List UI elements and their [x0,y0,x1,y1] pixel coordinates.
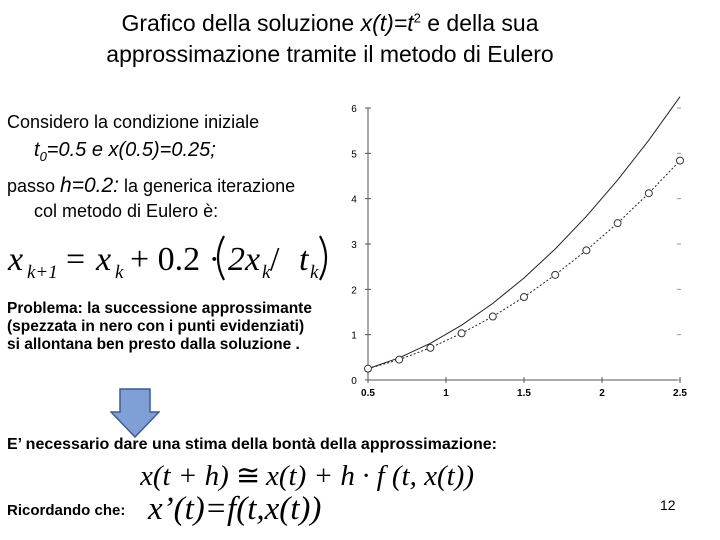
solution-chart [340,92,710,412]
formula-numerator-sub: k [262,262,271,283]
formula-denominator: t [299,241,309,278]
x-tick-label: 1 [443,388,449,399]
initial-condition-values [34,139,216,164]
euler-point [396,356,403,363]
euler-point [427,344,434,351]
problem-statement: Problema: la successione approssimante (spezzata in nero con i punti evidenziati) si allontana ben presto dalla soluzione . [7,300,312,353]
y-tick-label: 2 [351,285,357,297]
formula-x: x [96,241,112,278]
approx-rhs: x(t) + h · f (t, x(t)) [266,460,474,492]
euler-point [489,313,496,320]
euler-point [521,294,528,301]
euler-point [645,190,652,197]
step-text-end: la generica iterazione [119,176,296,196]
y-tick-label: 0 [351,376,357,387]
slide-title [30,8,630,70]
euler-point [614,220,621,227]
y-tick-label: 4 [351,194,357,206]
x-tick-label: 2 [599,388,605,399]
taylor-approximation-formula [140,456,500,494]
x-tick-label: 0.5 [361,388,375,399]
step-text: passo [7,176,61,196]
x-tick-label: 2.5 [673,388,687,399]
title-function: x(t)=t [360,10,414,36]
y-tick-label: 3 [351,240,357,251]
formula-lhs-sub: k+1 [27,262,58,283]
y-tick-label: 1 [351,330,357,342]
euler-approximation-line [368,161,680,369]
page-number: 12 [660,497,676,513]
step-label [7,174,295,198]
exact-solution-line [368,97,680,369]
step-value: h=0.2: [60,174,120,197]
derivative-formula: x’(t)=f(t,x(t)) [148,491,322,527]
recall-label: Ricordando che: [7,502,126,519]
t0-symbol: t [34,139,40,161]
euler-point [365,365,372,372]
title-exponent: 2 [413,10,421,26]
euler-point [552,271,559,278]
t0-values: =0.5 e x(0.5)=0.25; [46,139,216,161]
title-line-2: approssimazione tramite il metodo di Eulero [106,41,554,67]
down-arrow-icon [110,388,160,438]
euler-method-label: col metodo di Eulero è: [34,201,219,221]
euler-point [458,330,465,337]
formula-x-sub: k [115,262,124,283]
approx-lhs: x(t + h) [140,460,229,492]
y-tick-label: 5 [351,149,357,161]
formula-numerator: 2x [228,241,261,278]
title-text: Grafico della soluzione [121,10,361,36]
x-tick-label: 1.5 [517,388,531,399]
formula-plus: + 0.2 · [130,241,220,278]
formula-equals: = [66,241,86,278]
title-line-1 [30,8,630,39]
title-text-end: e della sua [420,10,539,36]
t0-subscript: 0 [39,149,47,164]
necessity-statement: E’ necessario dare una stima della bontà della approssimazione: [7,436,497,453]
formula-lhs: x [8,241,24,278]
formula-slash: / [270,241,280,278]
formula-paren-right [320,236,326,280]
formula-denominator-sub: k [310,262,319,283]
approx-symbol: ≅ [236,460,261,492]
initial-condition-label: Considero la condizione iniziale [7,112,260,132]
euler-formula [6,228,336,284]
y-tick-label: 6 [351,104,357,115]
euler-point [583,247,590,254]
euler-point [677,157,684,164]
